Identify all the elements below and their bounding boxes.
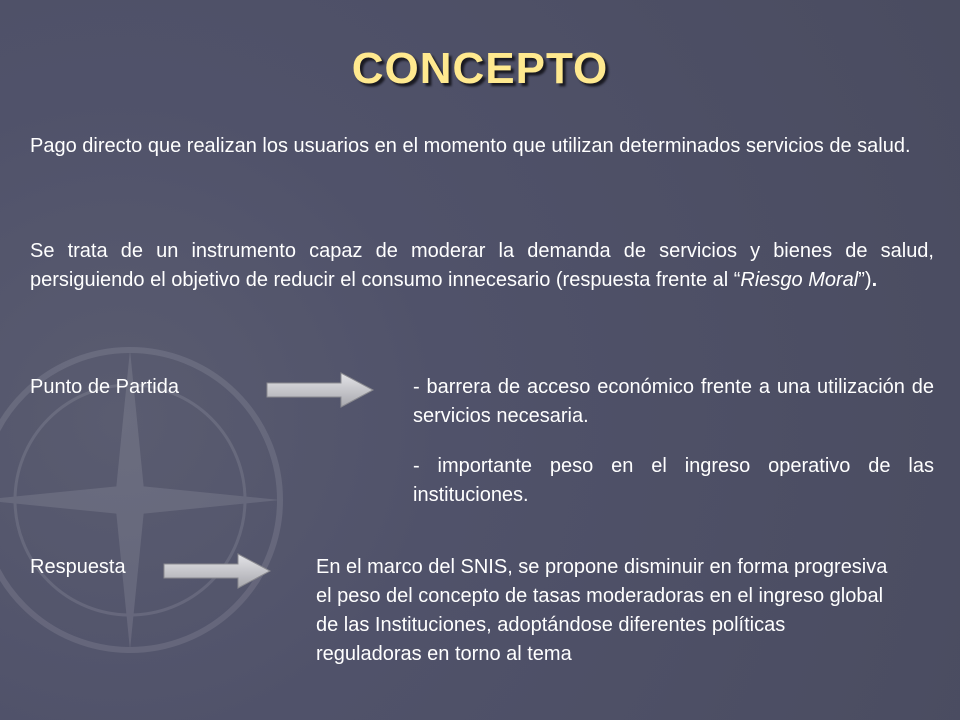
- partida-item-barrera: - barrera de acceso económico frente a una utilización de servicios necesaria.: [413, 376, 934, 427]
- partida-item-peso: - importante peso en el ingreso operativo de las instituciones.: [413, 455, 934, 506]
- riesgo-moral-text: Riesgo Moral: [740, 269, 859, 291]
- purpose-close-text: ”): [858, 269, 872, 291]
- purpose-period: .: [871, 269, 878, 291]
- purpose-text: Se trata de un instrumento capaz de moderar la demanda de servicios y bienes de salud, persiguiendo el objetivo de reducir el consumo innecesario (respuesta frente al “: [30, 240, 934, 291]
- respuesta-label: Respuesta: [30, 556, 126, 578]
- right-arrow-icon: [265, 372, 375, 408]
- right-arrow-icon: [162, 553, 272, 589]
- purpose-paragraph: [30, 237, 934, 295]
- punto-de-partida-label: Punto de Partida: [30, 376, 179, 398]
- definition-paragraph: Pago directo que realizan los usuarios en el momento que utilizan determinados servicios de salud.: [30, 135, 911, 157]
- respuesta-text: En el marco del SNIS, se propone disminuir en forma progresiva el peso del concepto de tasas moderadoras en el ingreso global de las Instituciones, adoptándose diferentes políticas reguladoras en torno al tema: [316, 556, 888, 665]
- slide-title: CONCEPTO: [351, 44, 609, 93]
